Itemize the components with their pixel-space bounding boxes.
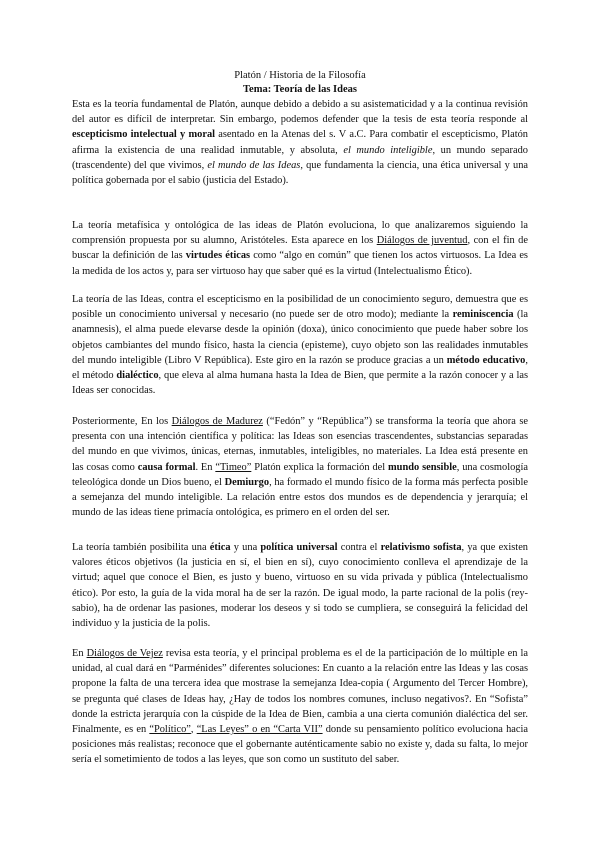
underline-timeo: “Timeo” — [215, 461, 252, 473]
emphasis-escepticismo: escepticismo intelectual y moral — [72, 129, 216, 141]
underline-dialogos-vejez: Diálogos de Vejez — [86, 648, 163, 659]
underline-dialogos-juventud: Diálogos de juventud — [376, 235, 468, 247]
emphasis-etica: ética — [209, 542, 231, 553]
paragraph-vejez: En Diálogos de Vejez revisa esta teoría, y el principal problema es el de la participación de lo múltiple en la unidad, al cual dará en “Parménides” diferentes soluciones: En cuanto a la relación entre las Ideas y las cosas propone la falta de una tercera idea que mostrase la semejanza Idea-copia ( Argumento del Tercer Hombre), se pregunta qué clases de Ideas hay, ¿Hay de todos los nombres comunes, incluso negativos?. En “Sofista” donde la estricta jerarquía con la cúspide de la Idea de Bien, cambia a una cierta comunión dialéctica del ser. Finalmente, es en “Político”, “Las Leyes” o en “Carta VII” donde su pensamiento político evoluciona hacia posiciones más realistas; reconoce que el gobernante auténticamente sabio no existe y, dada su falta, lo mejor sería el sometimiento de todos a las leyes, que son como un sustituto del saber. — [72, 648, 529, 766]
emphasis-relativismo-sofista: relativismo sofista — [380, 542, 462, 553]
emphasis-reminiscencia: reminiscencia — [452, 309, 514, 321]
paragraph-juventud: La teoría metafísica y ontológica de las ideas de Platón evoluciona, lo que analizaremos siguiendo la comprensión propuesta por su alumno, Aristóteles. Esta aparece en los Diálogos de juventud, con el fin de buscar la definición de las virtudes éticas como “algo en común” que tienen los actos virtuosos. La Idea es la medida de los actos y, para ser virtuoso hay que saber qué es la virtud (Intelectualismo Ético). — [72, 220, 528, 277]
emphasis-mundo-ideas: el mundo de las Ideas — [207, 159, 301, 171]
emphasis-virtudes-eticas: virtudes éticas — [185, 250, 251, 262]
paragraph-madurez: Posteriormente, En los Diálogos de Madurez (“Fedón” y “República”) se transforma la teoría que ahora se presenta con una intención científica y política: las Ideas son esencias trascendentes, substancias separadas del mundo en que vivimos, únicas, eternas, inmutables, inteligibles, no materiales. La Idea está presente en las cosas como causa formal. En “Timeo” Platón explica la formación del mundo sensible, una cosmología teleológica donde un Dios bueno, el Demiurgo, ha formado el mundo físico de la forma más perfecta posible a semejanza del mundo inteligible. La relación entre estos dos mundos es de dependencia y jerarquía; el mundo de las ideas tiene primacía ontológica, es primero en el orden del ser. — [72, 416, 528, 519]
document-title: Tema: Teoría de las Ideas — [243, 84, 357, 95]
underline-leyes-carta: “Las Leyes” o en “Carta VII” — [196, 724, 323, 736]
emphasis-dialectico: dialéctico — [116, 370, 159, 382]
emphasis-demiurgo: Demiurgo — [224, 476, 270, 488]
emphasis-causa-formal: causa formal — [137, 461, 196, 473]
emphasis-metodo-educativo: método educativo — [446, 354, 526, 366]
paragraph-etica-politica: La teoría también posibilita una ética y una política universal contra el relativismo sofista, ya que existen valores éticos objetivos (la justicia en sí, el bien en sí), cuyo conocimiento conlleva el aprendizaje de la virtud; aquel que conoce el Bien, es justo y bueno, virtuoso en su vida privada y pública (Intelectualismo ético). Por esto, la guía de la vida moral ha de ser la razón. De igual modo, la parte racional de la polis (rey-sabio), ha de ordenar las pasiones, moderar los deseos y si todo se cumpliera, se conseguirá la felicidad del individuo y la justicia de la polis. — [72, 542, 529, 630]
emphasis-mundo-inteligible: el mundo inteligible — [343, 144, 433, 156]
underline-politico: “Político” — [149, 724, 191, 736]
emphasis-mundo-sensible: mundo sensible — [388, 461, 457, 473]
underline-dialogos-madurez: Diálogos de Madurez — [171, 416, 263, 427]
paragraph-conocimiento: La teoría de las Ideas, contra el escepticismo en la posibilidad de un conocimiento seguro, demuestra que es posible un conocimiento universal y necesario (no puede ser de otro modo); mediante la reminiscencia (la anamnesis), el alma puede elevarse desde la opinión (doxa), único conocimiento que puede haber sobre los objetos cambiantes del mundo físico, hasta la ciencia (episteme), cuyo objeto son las realidades inmutables del mundo inteligible (Libro V República). Este giro en la razón se produce gracias a un método educativo, el método dialéctico, que eleva al alma humana hasta la Idea de Bien, que permite a la razón conocer y a las Ideas ser conocidas. — [72, 294, 528, 397]
document-subject: Platón / Historia de la Filosofía — [234, 70, 366, 81]
paragraph-intro: Esta es la teoría fundamental de Platón, aunque debido a debido a su asistematicidad y a la continua revisión del autor es difícil de interpretar. Sin embargo, podemos defender que la tesis de esta teoría responde al escepticismo intelectual y moral asentado en la Atenas del s. V a.C. Para combatir el escepticismo, Platón afirma la existencia de una realidad inmutable, y absoluta, el mundo inteligible, un mundo separado (trascendente) del que vivimos, el mundo de las Ideas, que fundamenta la ciencia, una ética universal y una política gobernada por el sabio (justicia del Estado). — [72, 99, 528, 187]
emphasis-politica-universal: política universal — [260, 542, 338, 553]
